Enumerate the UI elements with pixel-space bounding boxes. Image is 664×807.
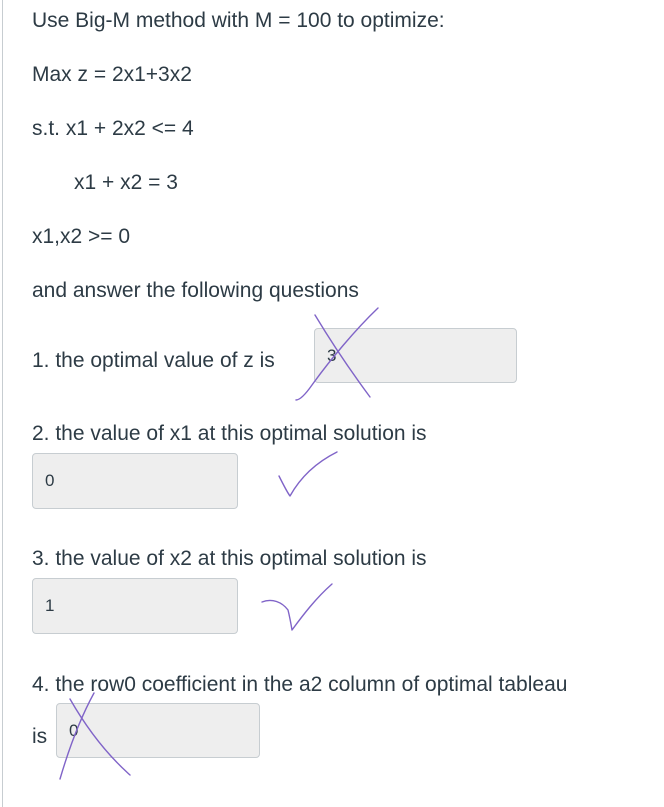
left-border bbox=[2, 0, 3, 807]
correct-check-icon bbox=[275, 448, 345, 503]
incorrect-mark-icon bbox=[52, 675, 142, 785]
instruction-text: and answer the following questions bbox=[32, 279, 359, 302]
item-2-answer-field[interactable] bbox=[32, 453, 238, 509]
nonnegativity-constraint: x1,x2 >= 0 bbox=[32, 225, 131, 248]
item-4-answer-value: 0 bbox=[69, 720, 79, 740]
correct-check-icon bbox=[258, 580, 338, 640]
item-2-prompt: 2. the value of x1 at this optimal solution is bbox=[32, 422, 427, 445]
item-3-prompt: 3. the value of x2 at this optimal solution is bbox=[32, 547, 427, 570]
item-2-answer-value: 0 bbox=[45, 471, 55, 490]
constraint-1: s.t. x1 + 2x2 <= 4 bbox=[32, 117, 194, 140]
item-1-prompt: 1. the optimal value of z is bbox=[32, 349, 275, 372]
constraint-2: x1 + x2 = 3 bbox=[74, 171, 178, 194]
incorrect-mark-icon bbox=[290, 300, 390, 410]
item-4-prompt-continuation: is bbox=[32, 725, 48, 748]
item-3-answer-field[interactable] bbox=[32, 578, 238, 634]
objective-function: Max z = 2x1+3x2 bbox=[32, 63, 192, 86]
item-1-answer-value: 3 bbox=[327, 345, 337, 365]
question-intro: Use Big-M method with M = 100 to optimize: bbox=[32, 9, 445, 32]
item-3-answer-value: 1 bbox=[45, 596, 55, 615]
item-4-prompt: 4. the row0 coefficient in the a2 column of optimal tableau bbox=[32, 673, 568, 696]
